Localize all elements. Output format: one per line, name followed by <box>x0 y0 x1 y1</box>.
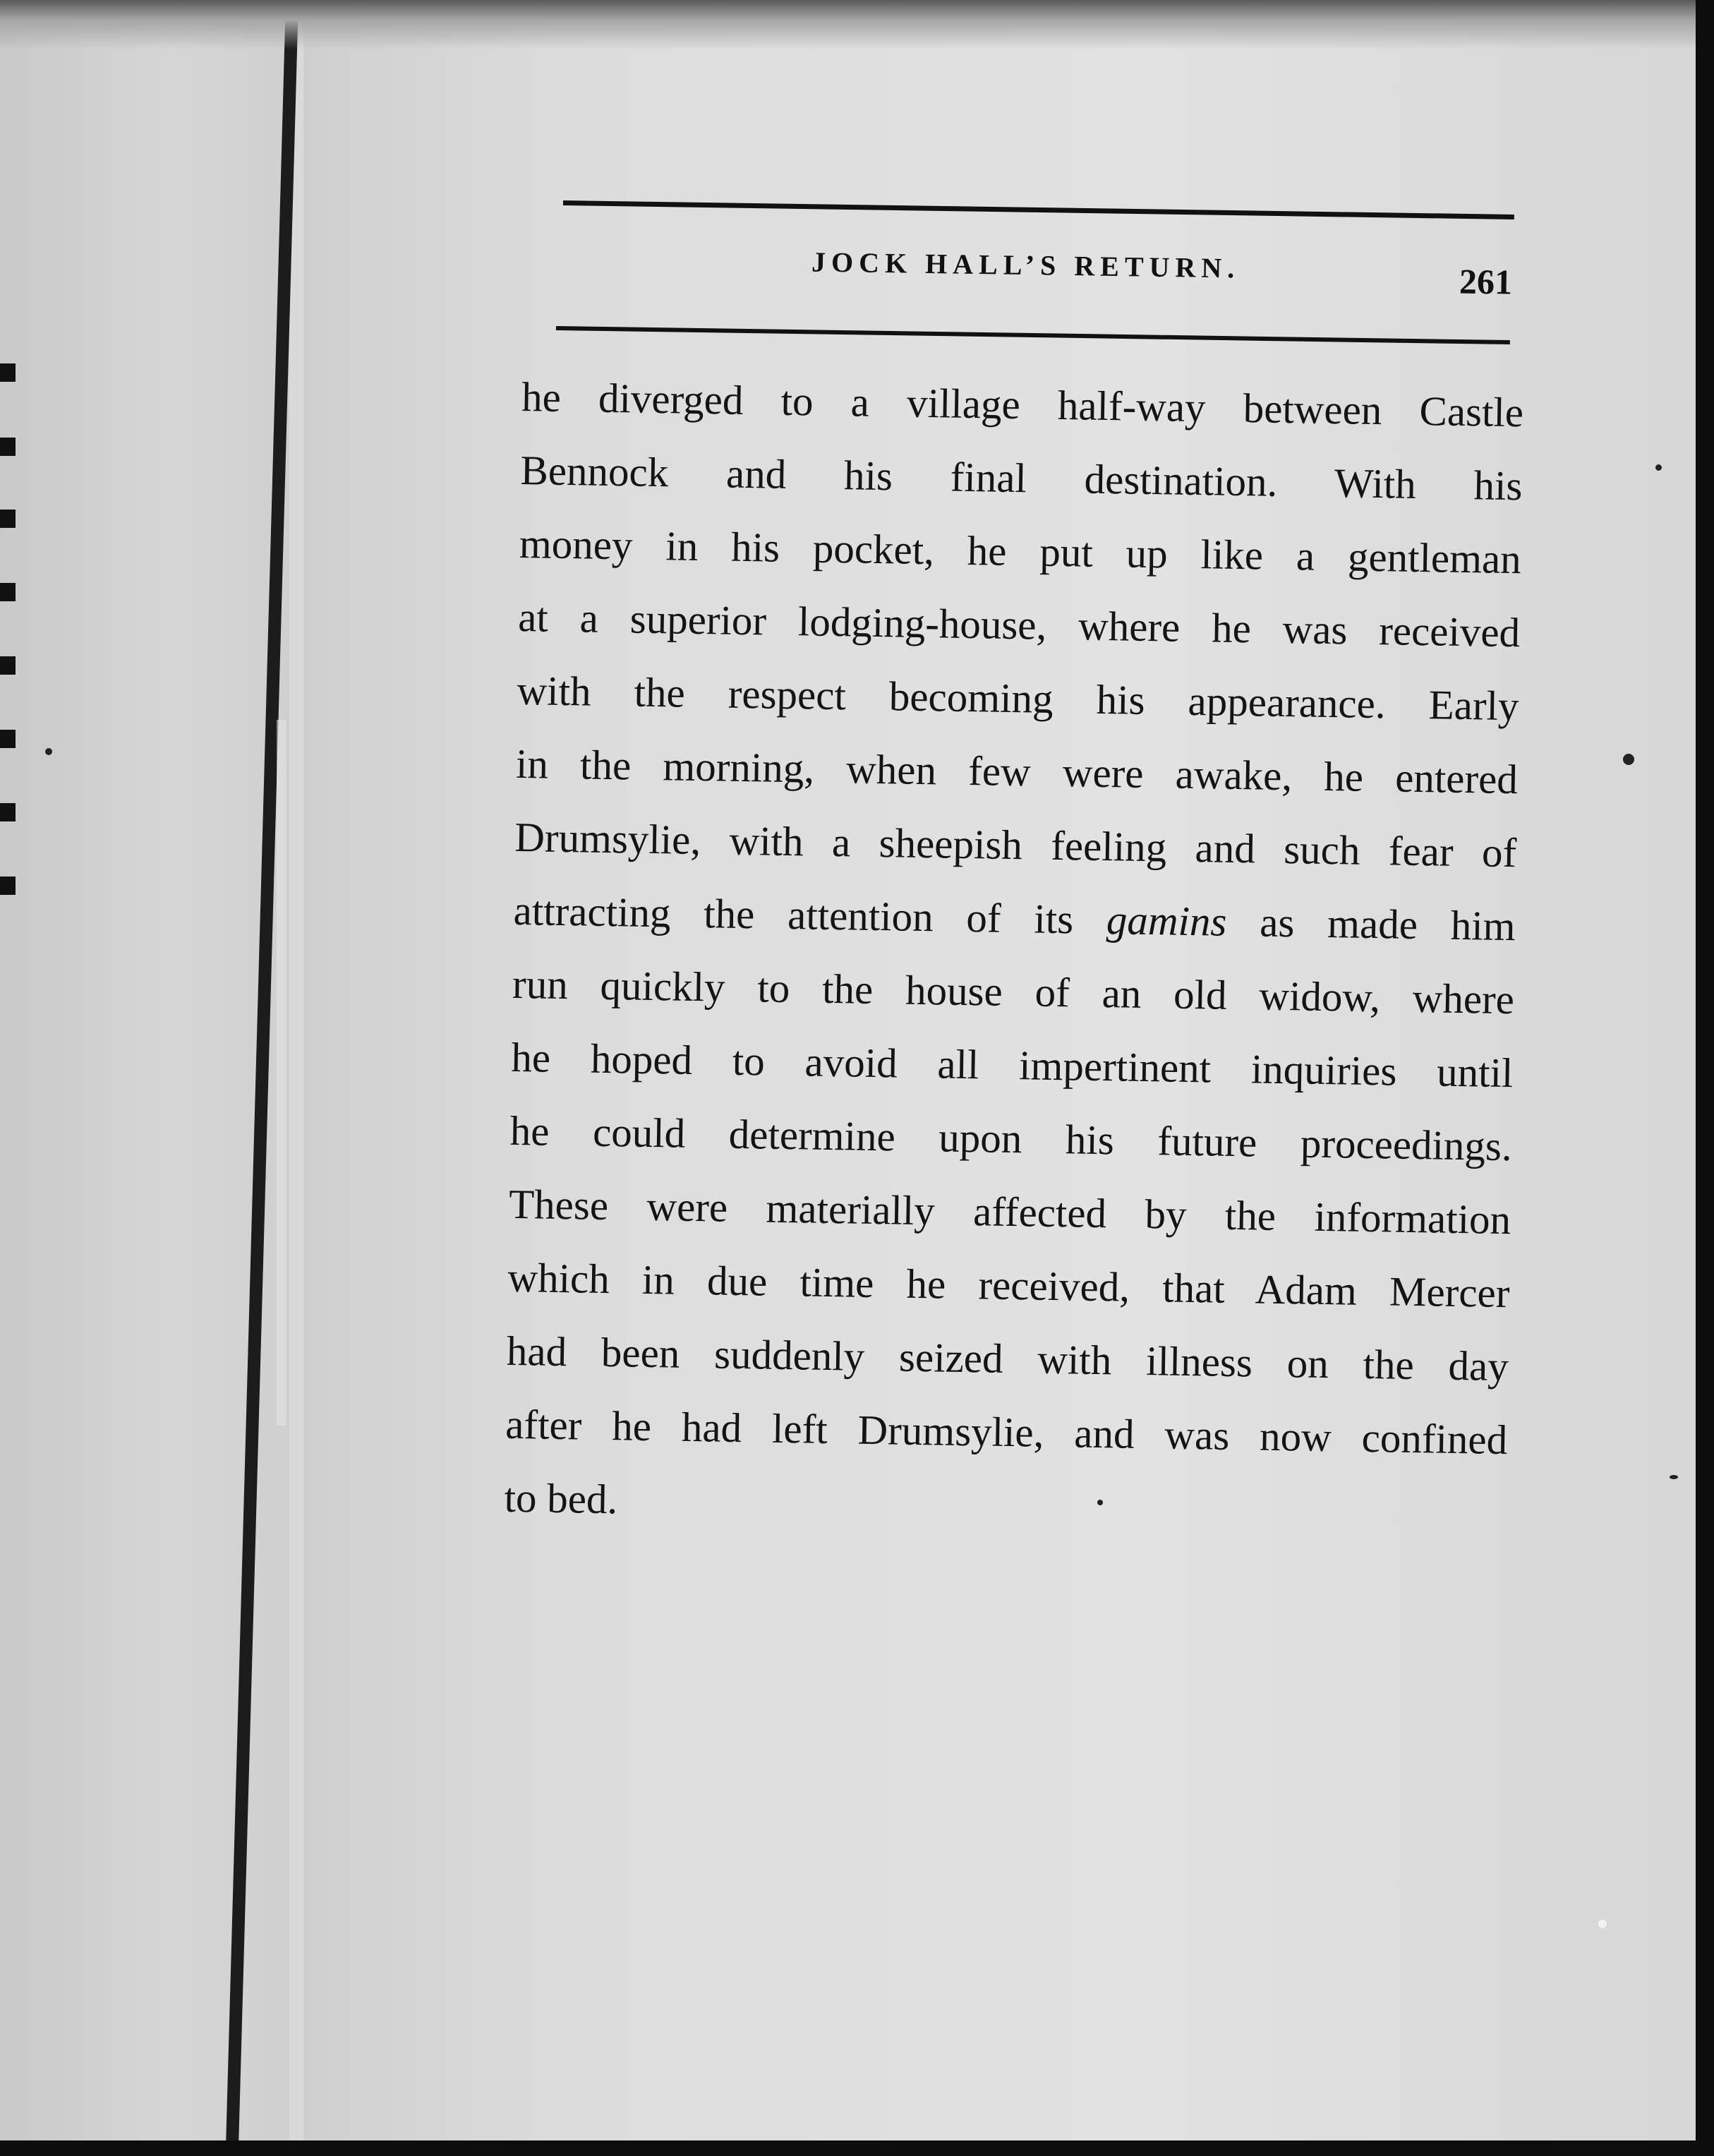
text-segment: as made him <box>1226 898 1516 950</box>
dust-speck <box>45 748 52 755</box>
text-segment: attracting the attention of its <box>513 886 1107 944</box>
dust-speck <box>1655 464 1662 471</box>
margin-text-fragment <box>0 803 16 821</box>
margin-text-fragment <box>0 730 16 748</box>
scan-top-shadow <box>0 0 1714 49</box>
dust-speck <box>1097 1500 1103 1505</box>
body-paragraph <box>504 360 1524 1550</box>
text-line: Drumsylie, with a sheepish feeling and such fear of <box>514 813 1517 877</box>
margin-text-fragment <box>0 877 16 895</box>
dust-speck <box>1670 1475 1678 1479</box>
gutter-highlight <box>277 720 286 1426</box>
page-number: 261 <box>1459 261 1513 302</box>
margin-text-fragment <box>0 656 16 675</box>
text-line: had been suddenly seized with illness on the day <box>506 1327 1509 1390</box>
italic-word: gamins <box>1106 896 1227 945</box>
text-line: he could determine upon his future proceedings. <box>509 1107 1513 1170</box>
margin-text-fragment <box>0 583 16 601</box>
text-line: after he had left Drumsylie, and was now confined <box>505 1400 1508 1464</box>
text-line: These were materially affected by the information <box>508 1180 1511 1243</box>
dust-speck <box>1623 754 1634 765</box>
text-line: he diverged to a village half-way between Castle <box>521 373 1524 436</box>
text-line: at a superior lodging-house, where he was received <box>517 593 1521 656</box>
scan-right-border <box>1696 0 1714 2156</box>
dust-speck <box>1598 1920 1607 1928</box>
text-line: with the respect becoming his appearance. Early <box>517 666 1519 730</box>
running-head: JOCK HALL’S RETURN. <box>811 246 1241 284</box>
scan-bottom-border <box>0 2140 1714 2156</box>
text-line: run quickly to the house of an old widow, where <box>512 960 1515 1023</box>
margin-text-fragment <box>0 510 16 528</box>
text-line: in the morning, when few were awake, he entered <box>515 740 1519 803</box>
text-line: Bennock and his final destination. With his <box>520 446 1523 510</box>
text-line: to bed. <box>504 1474 618 1523</box>
text-line: he hoped to avoid all impertinent inquiries until <box>510 1033 1514 1097</box>
text-line: which in due time he received, that Adam Mercer <box>507 1253 1510 1317</box>
margin-text-fragment <box>0 438 16 456</box>
text-line: money in his pocket, he put up like a gentleman <box>519 519 1522 583</box>
margin-text-fragment <box>0 363 16 382</box>
